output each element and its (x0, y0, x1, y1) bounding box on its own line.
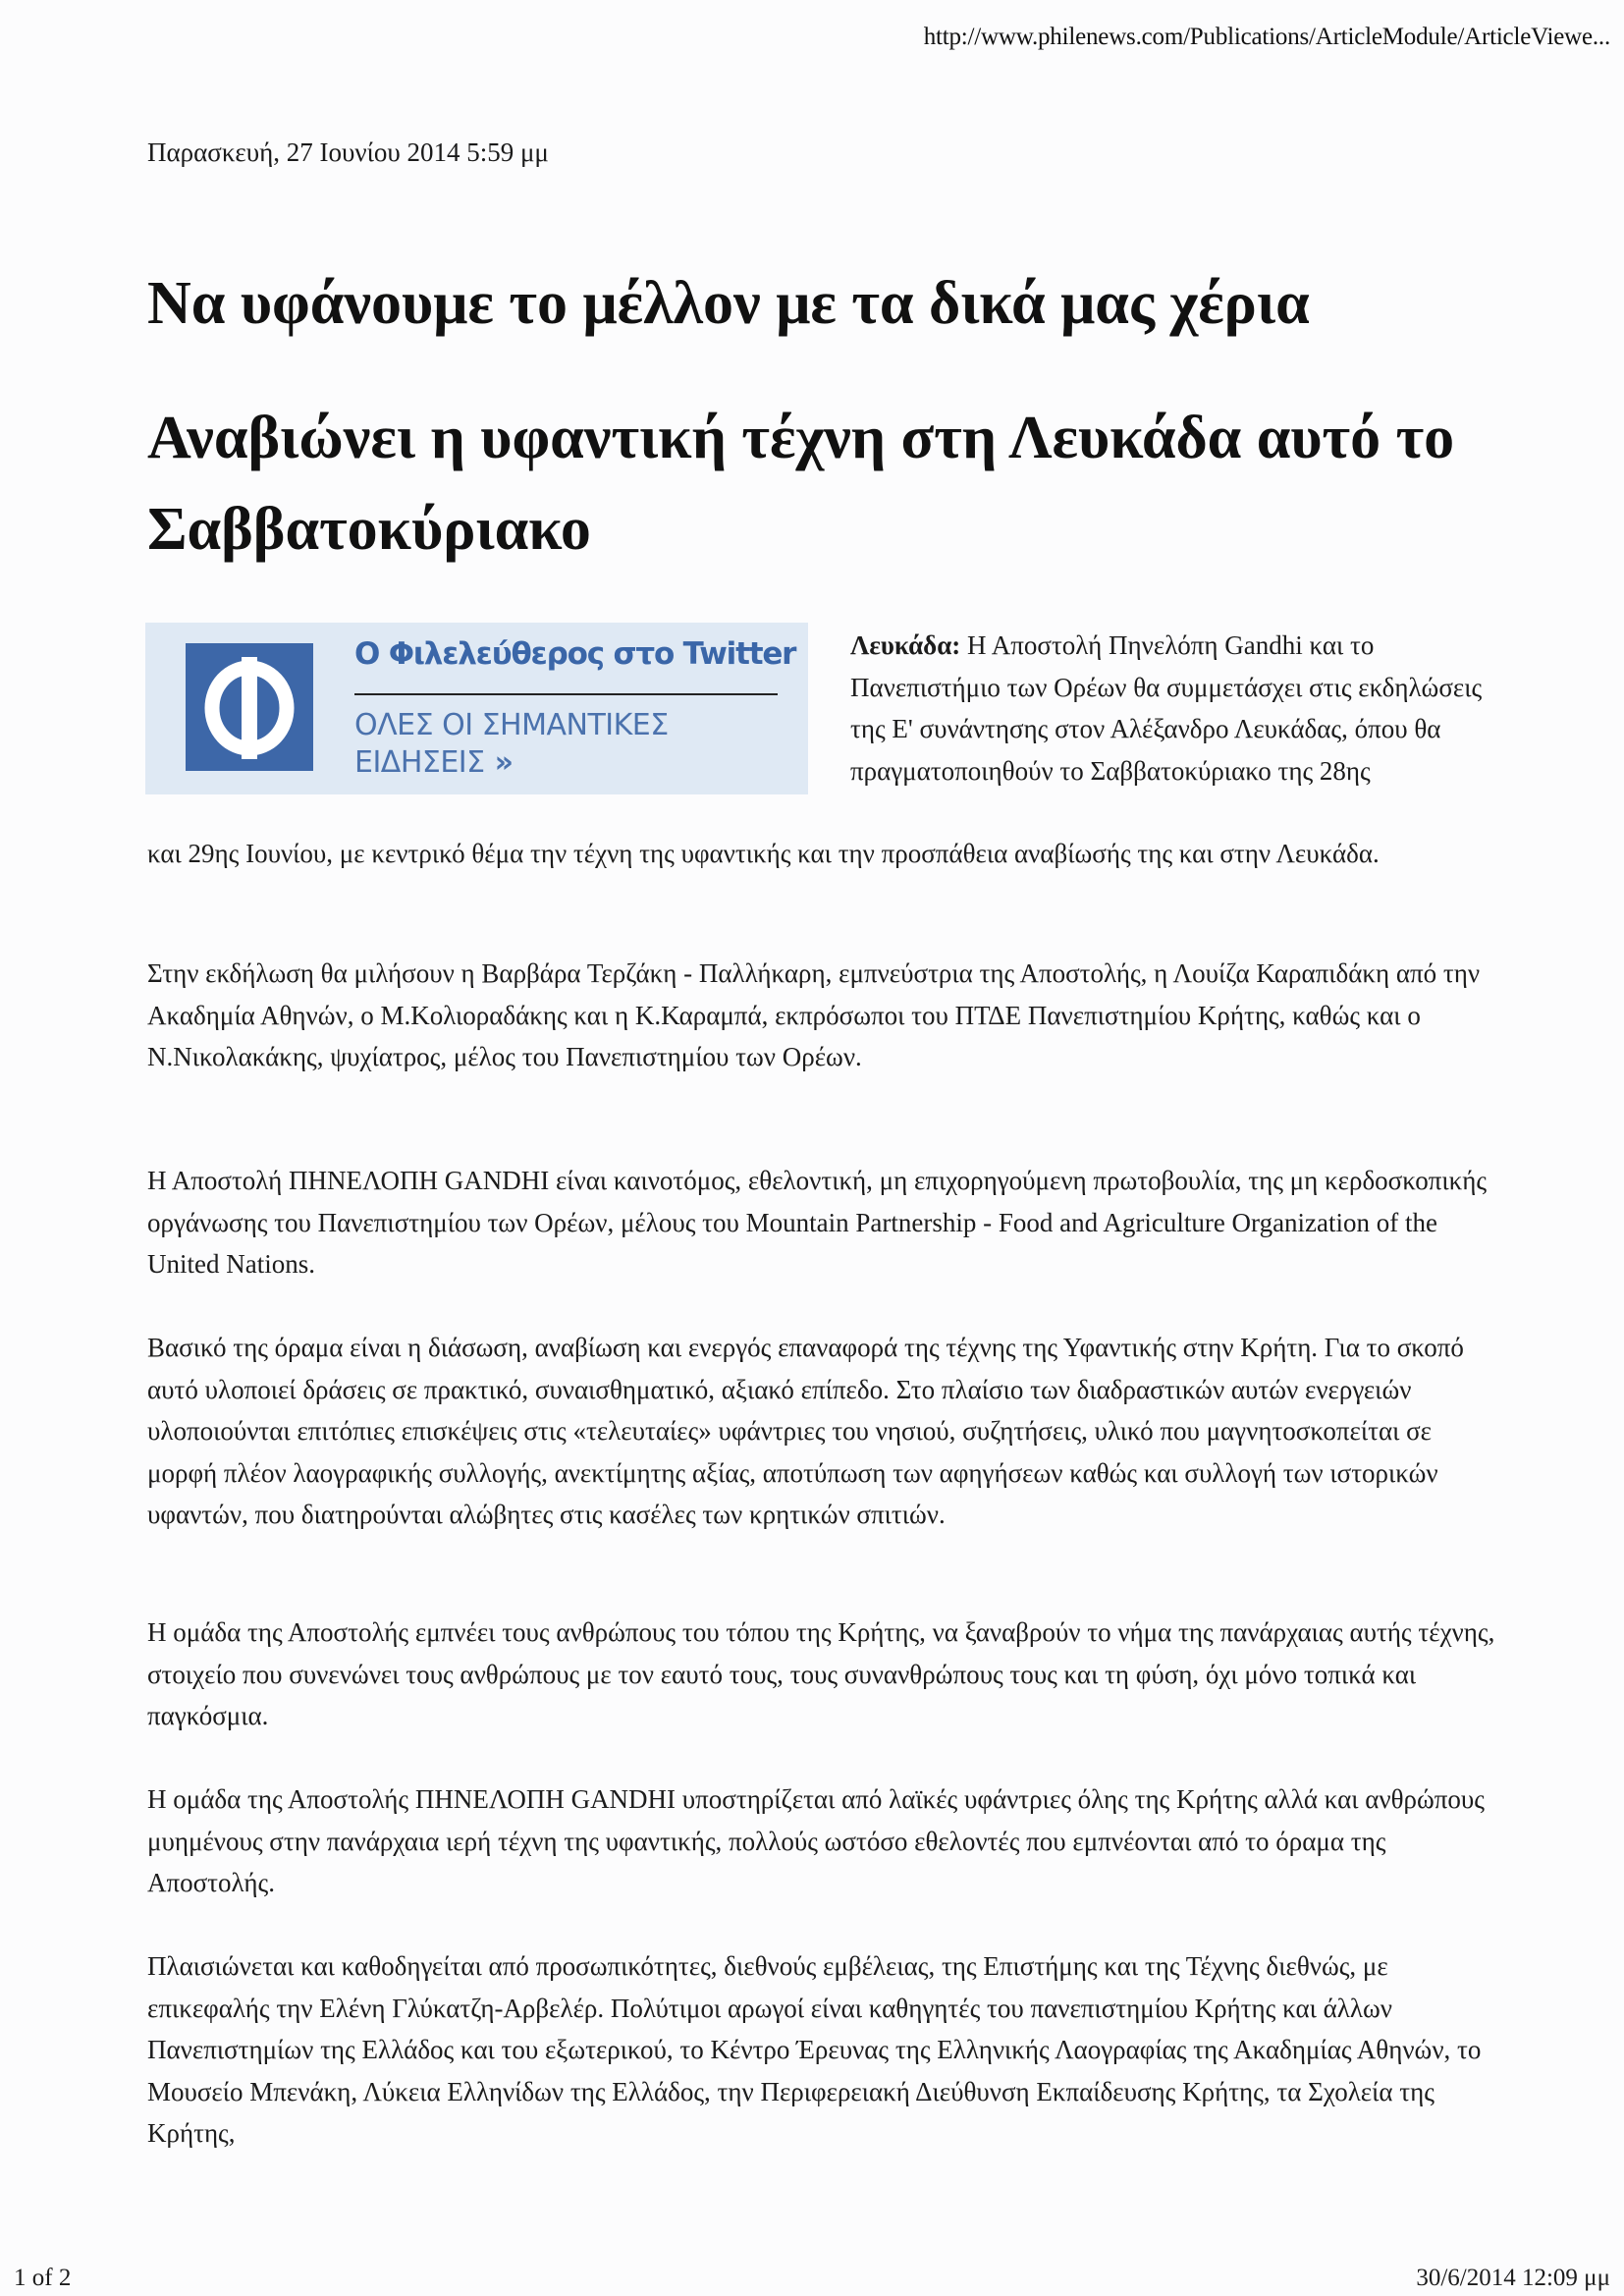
promo-subtitle (354, 707, 669, 782)
article-lead-continued: και 29ης Ιουνίου, με κεντρικό θέμα την τέχνη της υφαντικής και την προσπάθεια αναβίωσής της και στην Λευκάδα. (147, 839, 1380, 868)
article-paragraph: Στην εκδήλωση θα μιλήσουν η Βαρβάρα Τερζάκη - Παλλήκαρη, εμπνεύστρια της Αποστολής, η Λουίζα Καραπιδάκη από την Ακαδημία Αθηνών, ο Μ.Κολιοραδάκης και η Κ.Καραμπά, εκπρόσωποι του ΠΤΔΕ Πανεπιστημίου Κρήτης, καθώς και ο Ν.Νικολακάκης, ψυχίατρος, μέλος του Πανεπιστημίου των Ορέων. (147, 958, 1481, 1071)
article-paragraph: Η ομάδα της Αποστολής εμπνέει τους ανθρώπους του τόπου της Κρήτης, να ξαναβρούν το νήμα της πανάρχαιας αυτής τέχνης, στοιχείο που συνενώνει τους ανθρώπους με τον εαυτό τους, τους συνανθρώπους τους και τη φύση, όχι μόνο τοπικά και παγκόσμια. (147, 1617, 1495, 1730)
print-timestamp: 30/6/2014 12:09 μμ (1416, 2265, 1610, 2291)
article-title: Να υφάνουμε το μέλλον με τα δικά μας χέρια (147, 270, 1310, 337)
promo-divider (354, 693, 778, 695)
twitter-promo-banner[interactable] (145, 623, 808, 794)
article-paragraph: Η ομάδα της Αποστολής ΠΗΝΕΛΟΠΗ GANDHI υποστηρίζεται από λαϊκές υφάντριες όλης της Κρήτης αλλά και ανθρώπους μυημένους στην πανάρχαια ιερή τέχνη της υφαντικής, πολλούς ωστόσο εθελοντές που εμπνέονται από το όραμα της Αποστολής. (147, 1784, 1485, 1897)
promo-title: Ο Φιλελεύθερος στο Twitter (354, 636, 796, 672)
article-paragraph: Βασικό της όραμα είναι η διάσωση, αναβίωση και ενεργός επαναφορά της τέχνης της Υφαντικής στην Κρήτη. Για το σκοπό αυτό υλοποιεί δράσεις σε πρακτικό, συναισθηματικό, αξιακό επίπεδο. Στο πλαίσιο των διαδραστικών αυτών ενεργειών υλοποιούνται επιτόπιες επισκέψεις στις «τελευταίες» υφάντριες του νησιού, συζητήσεις, υλικό που μαγνητοσκοπείται σε μορφή πλέον λαογραφικής συλλογής, ανεκτίμητης αξίας, αποτύπωση των αφηγήσεων καθώς και συλλογή των ιστορικών υφαντών, που διατηρούνται αλώβητες στις κασέλες των κρητικών σπιτιών. (147, 1333, 1464, 1529)
page-number: 1 of 2 (14, 2265, 72, 2291)
article-paragraph: Πλαισιώνεται και καθοδηγείται από προσωπικότητες, διεθνούς εμβέλειας, της Επιστήμης και της Τέχνης διεθνώς, με επικεφαλής την Ελένη Γλύκατζη-Αρβελέρ. Πολύτιμοι αρωγοί είναι καθηγητές του πανεπιστημίου Κρήτης και άλλων Πανεπιστημίων της Ελλάδος και του εξωτερικού, το Κέντρο Έρευνας της Ελληνικής Λαογραφίας της Ακαδημίας Αθηνών, το Μουσείο Μπενάκη, Λύκεια Ελληνίδων της Ελλάδος, την Περιφερειακή Διεύθυνση Εκπαίδευσης Κρήτης, τα Σχολεία της Κρήτης, (147, 1951, 1482, 2148)
lead-location: Λευκάδα: (850, 630, 961, 660)
page-url: http://www.philenews.com/Publications/ArticleModule/ArticleViewe... (923, 24, 1610, 50)
promo-line-2: ΕΙΔΗΣΕΙΣ (354, 745, 485, 780)
lead-text: Η Αποστολή Πηνελόπη Gandhi και το Πανεπιστήμιο των Ορέων θα συμμετάσχει στις εκδηλώσεις της Ε' συνάντησης στον Αλέξανδρο Λευκάδας, όπου θα πραγματοποιηθούν το Σαββατοκύριακο της 28ης (850, 630, 1483, 786)
promo-line-1: ΟΛΕΣ ΟΙ ΣΗΜΑΝΤΙΚΕΣ (354, 708, 669, 742)
article-lead (850, 625, 1498, 792)
phileleftheros-logo-icon (186, 643, 313, 771)
article-dateline: Παρασκευή, 27 Ιουνίου 2014 5:59 μμ (147, 137, 549, 167)
article-paragraph: Η Αποστολή ΠΗΝΕΛΟΠΗ GANDHI είναι καινοτόμος, εθελοντική, μη επιχορηγούμενη πρωτοβουλία, της μη κερδοσκοπικής οργάνωσης του Πανεπιστημίου των Ορέων, μέλους του Mountain Partnership - Food and Agriculture Organization of the United Nations. (147, 1166, 1488, 1279)
article-subtitle: Αναβιώνει η υφαντική τέχνη στη Λευκάδα αυτό το Σαββατοκύριακο (147, 405, 1455, 563)
double-chevron-right-icon: » (494, 745, 514, 780)
